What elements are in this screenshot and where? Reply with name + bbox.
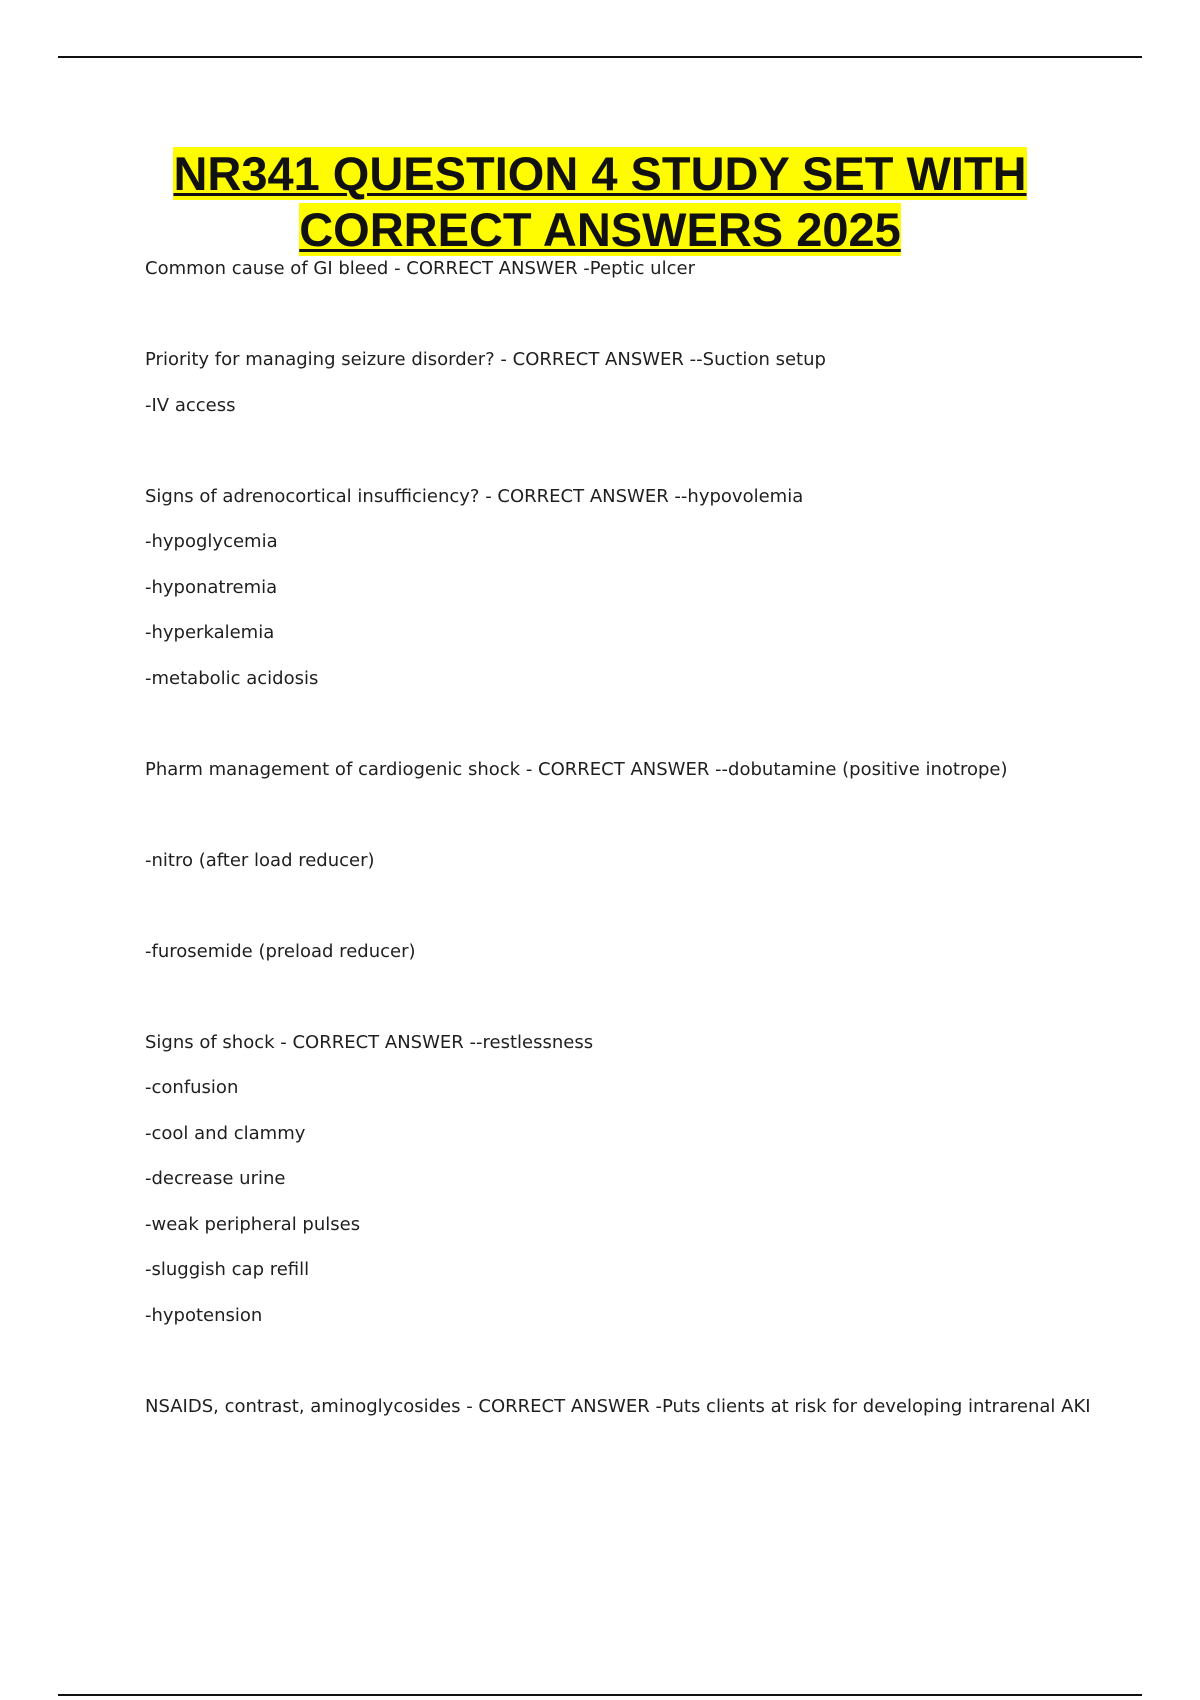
answer-line: -weak peripheral pulses [145,1214,361,1235]
answer-line: -hypotension [145,1305,263,1326]
top-rule [58,56,1142,58]
answer-line: -decrease urine [145,1168,286,1189]
bottom-rule [58,1694,1142,1696]
answer-line: -sluggish cap refill [145,1259,310,1280]
qa-line-adrenocortical: Signs of adrenocortical insufficiency? - CORRECT ANSWER --hypovolemia [145,486,804,507]
answer-line: -nitro (after load reducer) [145,850,375,871]
page-title [0,146,1200,258]
answer-line: -metabolic acidosis [145,668,319,689]
answer-line: -hyperkalemia [145,622,275,643]
answer-line: -IV access [145,395,236,416]
answer-line: -cool and clammy [145,1123,306,1144]
qa-line-cardiogenic-shock: Pharm management of cardiogenic shock - CORRECT ANSWER --dobutamine (positive inotrope) [145,759,1008,780]
answer-line: -confusion [145,1077,239,1098]
qa-line-seizure: Priority for managing seizure disorder? - CORRECT ANSWER --Suction setup [145,349,826,370]
answer-line: -hypoglycemia [145,531,278,552]
qa-line-gi-bleed: Common cause of GI bleed - CORRECT ANSWER -Peptic ulcer [145,258,695,279]
answer-line: -hyponatremia [145,577,278,598]
qa-line-nsaids: NSAIDS, contrast, aminoglycosides - CORRECT ANSWER -Puts clients at risk for developing intrarenal AKI [145,1396,1091,1417]
answer-line: -furosemide (preload reducer) [145,941,416,962]
title-line-1: NR341 QUESTION 4 STUDY SET WITH [173,147,1027,200]
title-line-2: CORRECT ANSWERS 2025 [299,203,901,256]
qa-line-signs-of-shock: Signs of shock - CORRECT ANSWER --restlessness [145,1032,594,1053]
